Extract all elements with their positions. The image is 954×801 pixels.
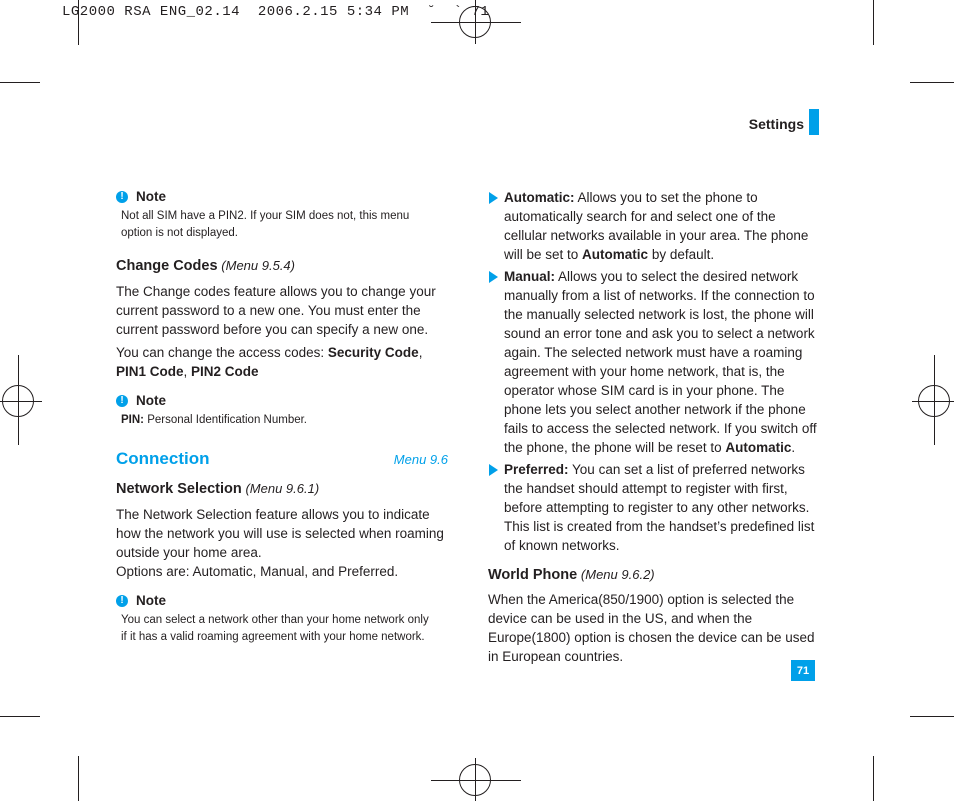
note-text [121,412,448,429]
bullet-label: Preferred: [504,462,569,477]
access-codes-para [116,343,448,381]
code-pin1: PIN1 Code [116,364,184,379]
note-line: option is not displayed. [121,227,238,239]
note-icon: ! [116,395,128,407]
bullet-text: Allows you to set the phone to automatically search for and select one of the cellular networks available in your area. The phone will be set to [504,190,809,262]
connection-menu: Menu 9.6 [393,452,448,467]
bullet-tail: . [791,440,796,455]
bullet-automatic [504,188,820,264]
section-tab [809,109,819,135]
bullet-list [504,188,820,555]
left-column [116,187,448,646]
bullet-text: Allows you to select the desired network manually from a list of networks. If the connection to the manually selected network is lost, the phone will sound an error tone and ask you to select a network again. The selected network must have a roaming agreement with your home network, that is, the operator whose SIM card is in your phone. The phone lets you select another network if the phone fails to access the selected network. If you switch off the phone, the phone will be reset to [504,269,817,455]
registration-mark-line [934,355,935,445]
print-header: LG2000 RSA ENG_02.14 2006.2.15 5:34 PM ˘ ` 71 [62,4,490,20]
world-phone-menu: (Menu 9.6.2) [580,567,655,582]
network-selection-para: The Network Selection feature allows you to indicate how the network you will use is selected when roaming outside your home area. [116,507,444,560]
registration-mark-line [431,22,521,23]
network-selection-heading [116,479,448,499]
code-pin2: PIN2 Code [191,364,259,379]
bullet-arrow-icon [489,271,498,283]
world-phone-para: When the America(850/1900) option is selected the device can be used in the US, and when the Europe(1800) option is chosen the device can be used in European countries. [488,592,815,664]
bullet-arrow-icon [489,464,498,476]
note-title: Note [136,593,166,608]
note-icon: ! [116,595,128,607]
change-codes-heading [116,256,448,276]
page-number: 71 [796,664,810,677]
note-line: Personal Identification Number. [144,414,308,426]
bullet-bold-end: Automatic [582,247,649,262]
crop-mark [78,756,79,801]
note-line: You can select a network other than your home network only [121,614,429,626]
note-line: if it has a valid roaming agreement with your home network. [121,631,425,643]
connection-heading [116,449,448,469]
note-title: Note [136,393,166,408]
crop-mark [0,716,40,717]
code-security: Security Code [327,345,419,360]
code-separator: , [183,364,192,379]
access-codes-prefix: You can change the access codes: [116,345,328,360]
crop-mark [910,82,954,83]
crop-mark [873,756,874,801]
crop-mark [873,0,874,45]
note-text [121,208,448,242]
bullet-label: Manual: [504,269,556,284]
bullet-manual [504,267,820,457]
note-icon: ! [116,191,128,203]
registration-mark-line [431,780,521,781]
note-heading [116,391,448,410]
world-phone-title: World Phone [488,567,578,583]
section-title: Settings [748,116,804,132]
right-column [488,188,820,666]
change-codes-para: The Change codes feature allows you to change your current password to a new one. You must enter the current password before you can specify a new one. [116,284,436,337]
crop-mark [910,716,954,717]
code-separator: , [418,345,423,360]
bullet-label: Automatic: [504,190,575,205]
network-selection-menu: (Menu 9.6.1) [245,481,320,496]
note-bold: PIN: [121,414,144,426]
change-codes-title: Change Codes [116,258,218,274]
world-phone-heading [488,565,820,585]
registration-mark-line [475,758,476,801]
note-heading [116,591,448,610]
change-codes-menu: (Menu 9.5.4) [221,258,295,273]
note-line: Not all SIM have a PIN2. If your SIM does not, this menu [121,210,410,222]
bullet-tail: by default. [648,247,715,262]
note-title: Note [136,189,166,204]
note-text [121,612,448,646]
note-heading [116,187,448,206]
bullet-preferred [504,460,820,555]
bullet-arrow-icon [489,192,498,204]
bullet-text: You can set a list of preferred networks the handset should attempt to register with first, before attempting to register to any other networks. This list is created from the handset’s predefined list of known networks. [504,462,815,553]
network-options-para: Options are: Automatic, Manual, and Preferred. [116,564,399,579]
connection-title: Connection [116,449,210,468]
network-selection-title: Network Selection [116,481,242,497]
bullet-bold-end: Automatic [725,440,792,455]
registration-mark-line [912,401,954,402]
crop-mark [0,82,40,83]
registration-mark-line [0,401,42,402]
registration-mark-line [18,355,19,445]
